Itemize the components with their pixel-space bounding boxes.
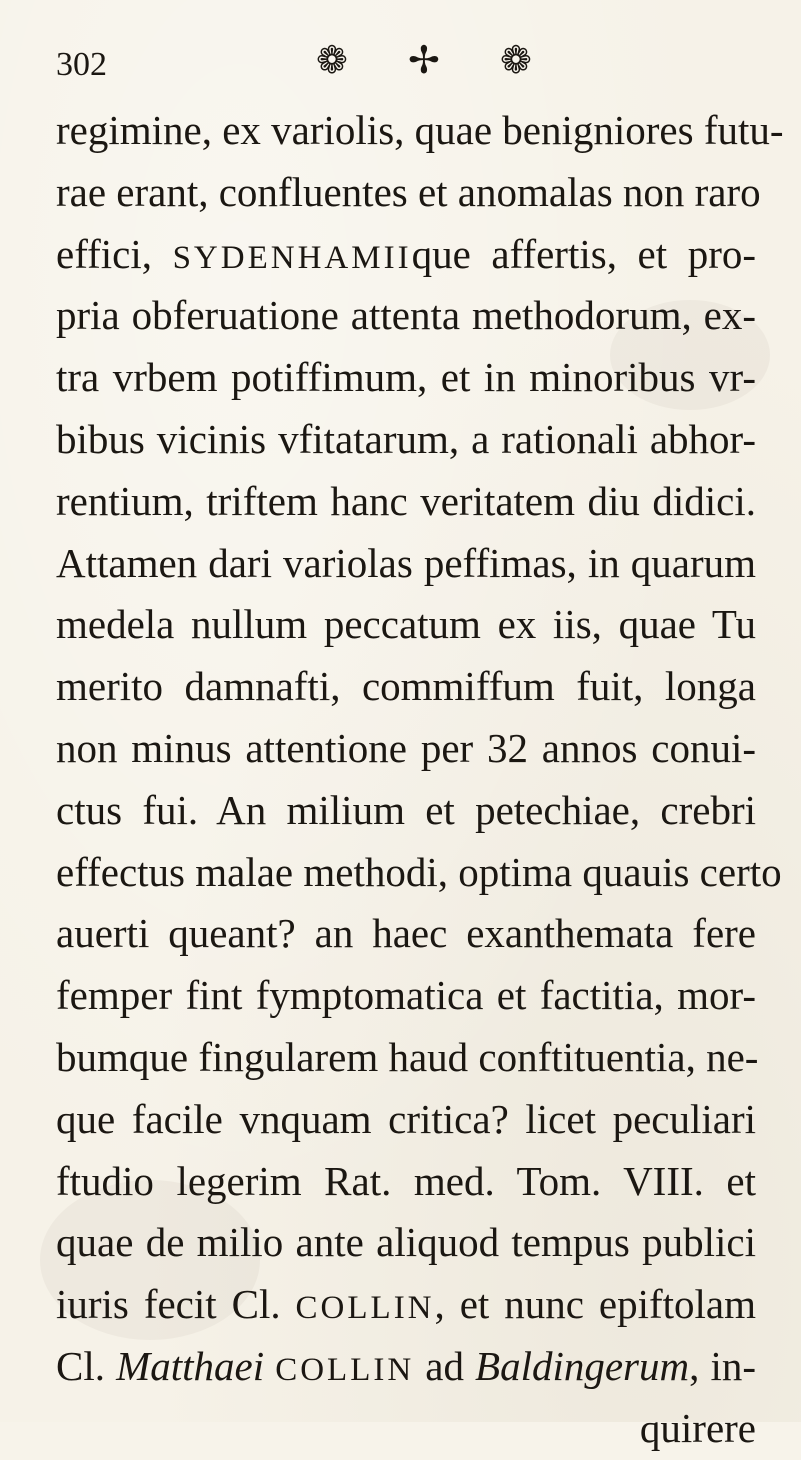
catchword: quirere <box>639 1404 756 1451</box>
text-line-9: medela nullum peccatum ex iis, quae Tu <box>56 601 756 648</box>
text-line-8: Attamen dari variolas peffimas, in quarum <box>56 539 756 586</box>
text-line-1: regimine, ex variolis, quae benigniores futu- <box>56 107 784 153</box>
text-line-21: Cl. Matthaei COLLIN ad Baldingerum, in- <box>56 1342 756 1389</box>
text-line-11: non minus attentione per 32 annos conui- <box>56 724 756 771</box>
text-line-5: tra vrbem potiffimum, et in minoribus vr- <box>56 354 756 401</box>
text-line-12: ctus fui. An milium et petechiae, crebri <box>56 786 756 833</box>
text-line-2: rae erant, confluentes et anomalas non raro <box>56 168 761 215</box>
author-name-baldinger: Baldingerum <box>475 1342 690 1389</box>
text-line-19: quae de milio ante aliquod tempus publici <box>56 1219 756 1266</box>
flower-ornament-icon: ❁ <box>316 40 348 82</box>
page-header <box>56 40 696 90</box>
author-name-matthaei: Matthaei <box>116 1342 265 1389</box>
text-line-13: effectus malae methodi, optima quauis certo <box>56 848 782 895</box>
author-name-collin: COLLIN <box>275 1351 415 1388</box>
body-text <box>56 100 784 1460</box>
text-line-18: ftudio legerim Rat. med. Tom. VIII. et <box>56 1157 756 1204</box>
flower-ornament-icon: ❁ <box>500 40 532 82</box>
cross-ornament-icon: ✢ <box>408 40 440 82</box>
text-line-10: merito damnafti, commiffum fuit, longa <box>56 663 756 710</box>
author-name-sydenham: SYDENHAMII <box>172 239 412 276</box>
text-line-16: bumque fingularem haud conftituentia, ne- <box>56 1033 759 1080</box>
text-line-20: iuris fecit Cl. COLLIN, et nunc epiftolam <box>56 1281 756 1328</box>
author-name-collin: COLLIN <box>295 1290 435 1327</box>
text-line-4: pria obferuatione attenta methodorum, ex- <box>56 292 756 339</box>
text-line-14: auerti queant? an haec exanthemata fere <box>56 910 756 957</box>
text-line-17: que facile vnquam critica? licet peculiari <box>56 1095 756 1142</box>
text-line-6: bibus vicinis vfitatarum, a rationali abhor- <box>56 415 756 462</box>
text-line-3: effici, SYDENHAMIIque affertis, et pro- <box>56 230 756 277</box>
page-number: 302 <box>56 46 107 83</box>
text-line-7: rentium, triftem hanc veritatem diu didici. <box>56 477 756 524</box>
text-line-15: femper fint fymptomatica et factitia, mor- <box>56 972 756 1019</box>
